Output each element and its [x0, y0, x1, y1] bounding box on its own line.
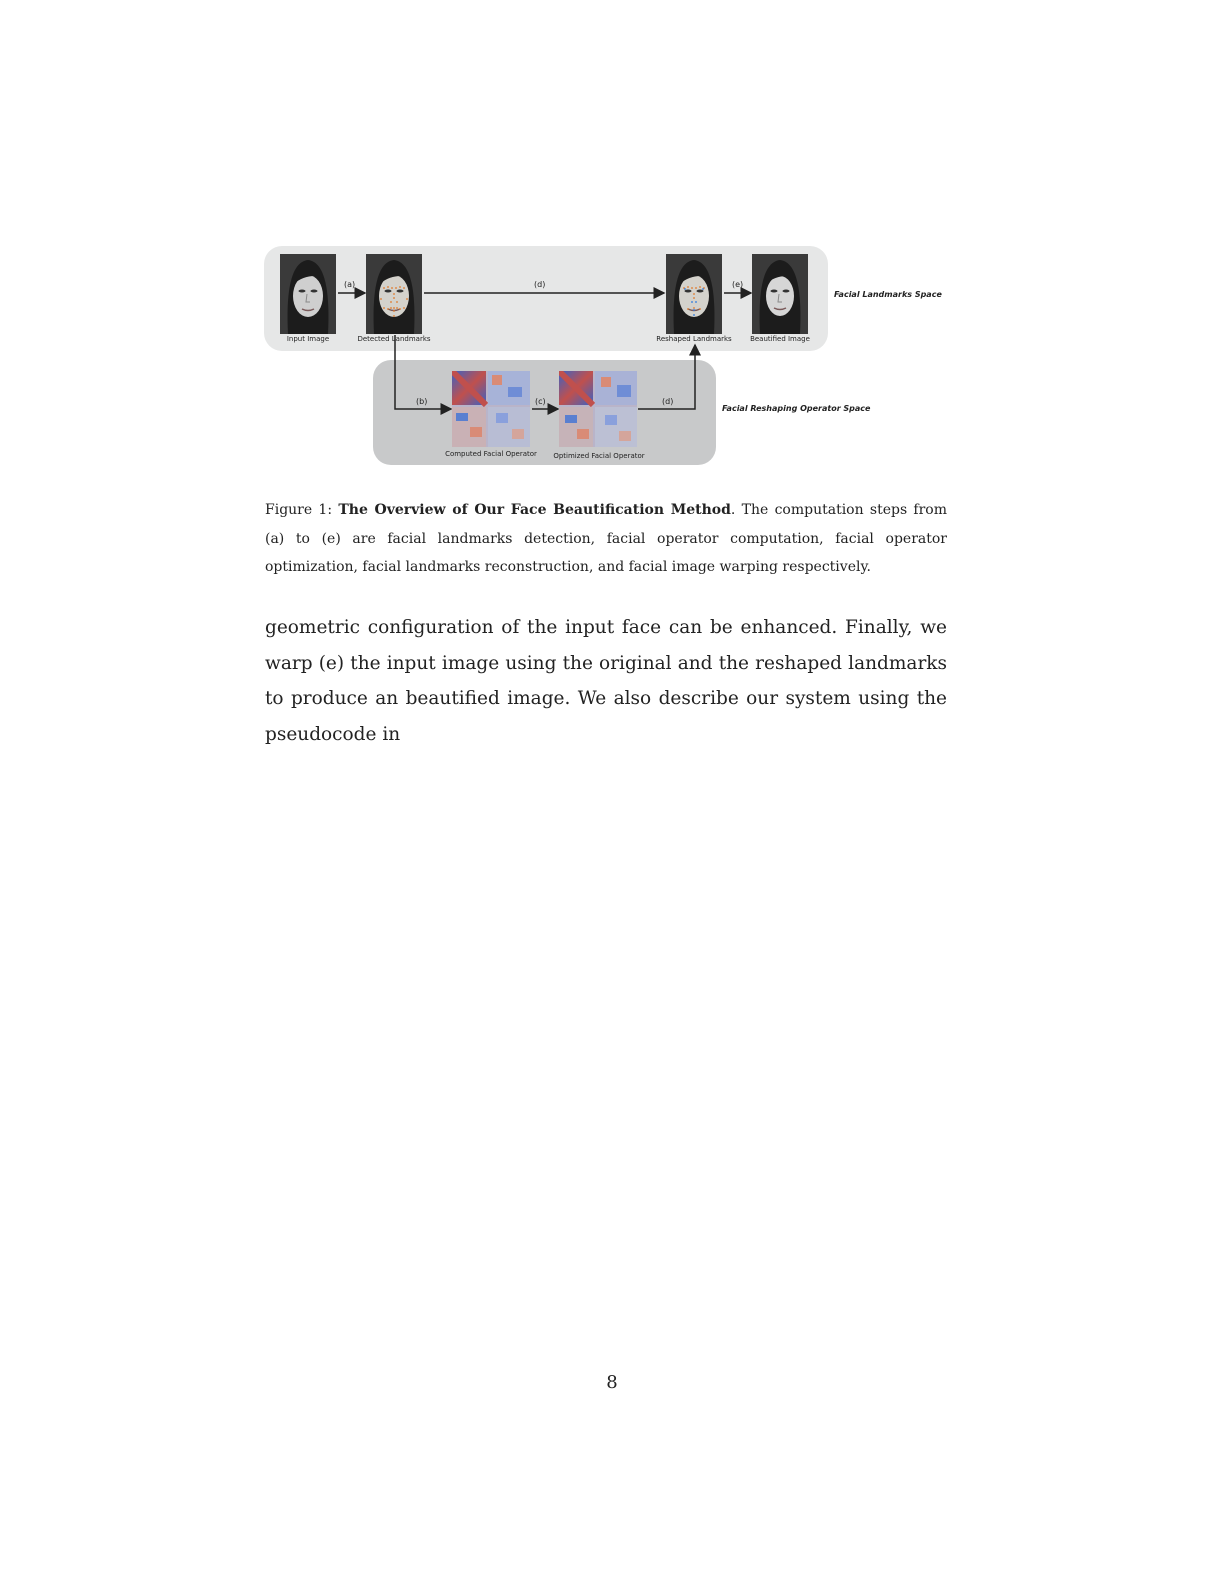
landmarks-space-label: Facial Landmarks Space — [834, 290, 942, 299]
step-b-label: (b) — [416, 397, 428, 406]
step-c-label: (c) — [535, 397, 546, 406]
computed-operator-heatmap — [452, 371, 530, 447]
step-d-bottom-label: (d) — [662, 397, 674, 406]
step-e-label: (e) — [732, 280, 744, 289]
reshaped-landmarks-label: Reshaped Landmarks — [656, 335, 732, 343]
beautified-image — [752, 254, 808, 334]
input-image-label: Input Image — [286, 335, 330, 343]
overview-figure — [262, 243, 962, 473]
figure-caption — [265, 496, 947, 582]
detected-landmarks-image — [366, 254, 422, 334]
step-a-label: (a) — [344, 280, 356, 289]
computed-operator-label: Computed Facial Operator — [445, 450, 537, 458]
body-paragraph: geometric configuration of the input face can be enhanced. Finally, we warp (e) the input image using the original and the reshaped landmarks to produce an beautified image. We also describe our system using the pseudocode in — [265, 617, 947, 745]
detected-landmarks-label: Detected Landmarks — [357, 335, 431, 343]
caption-title: The Overview of Our Face Beautification Method — [338, 502, 731, 518]
caption-text: . The computation steps from (a) to (e) are facial landmarks detection, facial operator computation, facial operator optimization, facial landmarks reconstruction, and facial image warping respectively. — [265, 502, 947, 575]
caption-label: Figure 1: — [265, 502, 333, 518]
beautified-image-label: Beautified Image — [750, 335, 810, 343]
optimized-operator-heatmap — [559, 371, 637, 447]
input-image — [280, 254, 336, 334]
operator-space-label: Facial Reshaping Operator Space — [722, 404, 871, 413]
step-d-top-label: (d) — [534, 280, 546, 289]
optimized-operator-label: Optimized Facial Operator — [553, 452, 645, 460]
reshaped-landmarks-image — [666, 254, 722, 334]
page-number: 8 — [606, 1372, 618, 1393]
